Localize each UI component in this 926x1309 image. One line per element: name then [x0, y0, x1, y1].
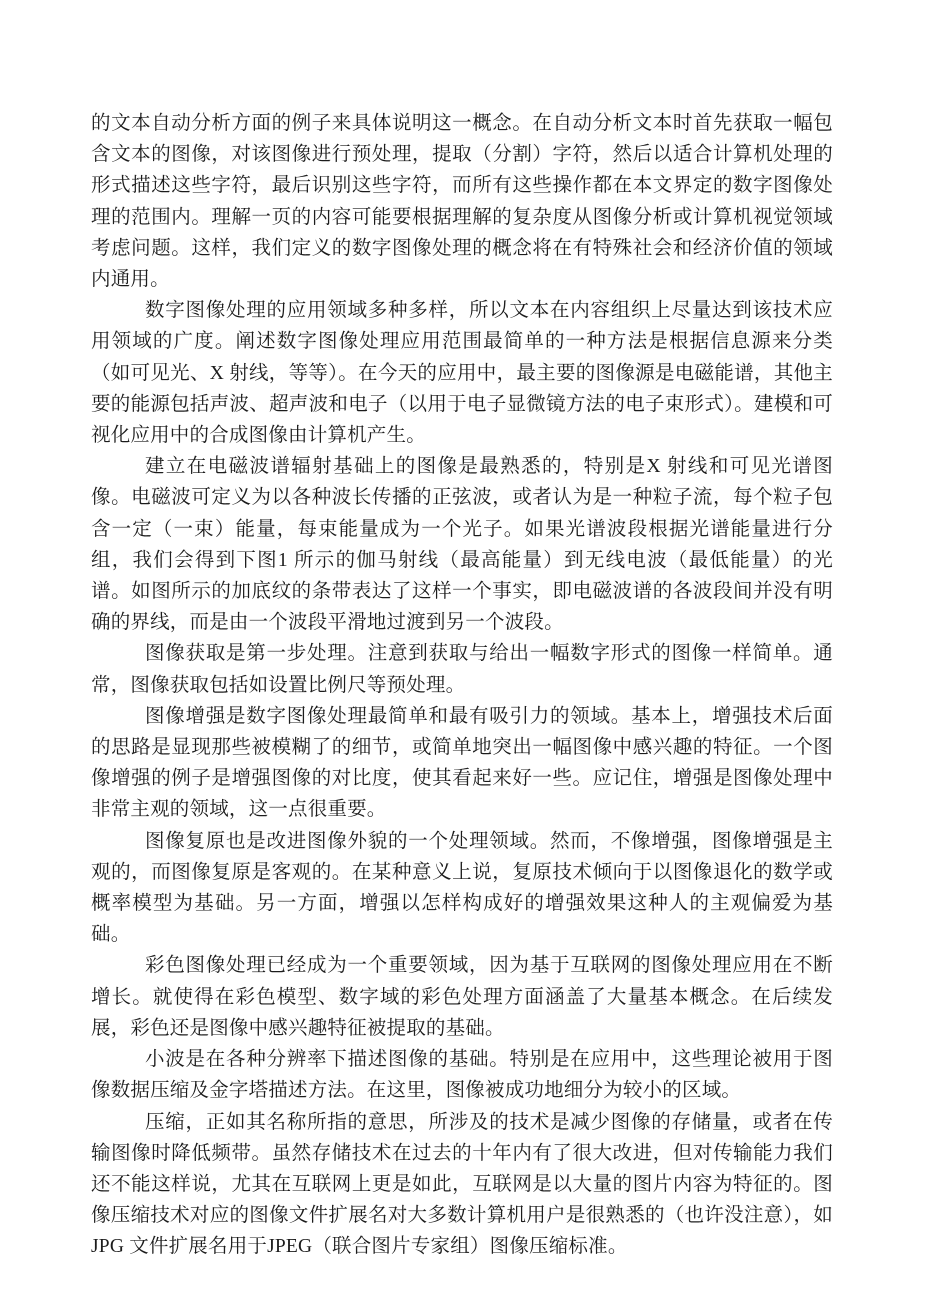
- paragraph-em-spectrum: 建立在电磁波谱辐射基础上的图像是最熟悉的，特别是X 射线和可见光谱图像。电磁波可定义为以各种波长传播的正弦波，或者认为是一种粒子流，每个粒子包含一定（一束）能量，每束能量成为一个光子。如果光谱波段根据光谱能量进行分组，我们会得到下图1 所示的伽马射线（最高能量）到无线电波（最低能量）的光谱。如图所示的加底纹的条带表达了这样一个事实，即电磁波谱的各波段间并没有明确的界线，而是由一个波段平滑地过渡到另一个波段。: [91, 456, 833, 634]
- paragraph-application-fields: 数字图像处理的应用领域多种多样，所以文本在内容组织上尽量达到该技术应用领域的广度。阐述数字图像处理应用范围最简单的一种方法是根据信息源来分类（如可见光、X 射线，等等）。在今天的应用中，最主要的图像源是电磁能谱，其他主要的能源包括声波、超声波和电子（以用于电子显微镜方法的电子束形式）。建模和可视化应用中的合成图像由计算机产生。: [91, 300, 833, 447]
- paragraph-image-restoration: 图像复原也是改进图像外貌的一个处理领域。然而，不像增强，图像增强是主观的，而图像复原是客观的。在某种意义上说，复原技术倾向于以图像退化的数学或概率模型为基础。另一方面，增强以怎样构成好的增强效果这种人的主观偏爱为基础。: [91, 830, 833, 946]
- paragraph-image-acquisition: 图像获取是第一步处理。注意到获取与给出一幅数字形式的图像一样简单。通常，图像获取包括如设置比例尺等预处理。: [91, 643, 833, 696]
- document-text-block: [91, 108, 833, 1263]
- paragraph-wavelets: 小波是在各种分辨率下描述图像的基础。特别是在应用中，这些理论被用于图像数据压缩及金字塔描述方法。在这里，图像被成功地细分为较小的区域。: [91, 1049, 833, 1102]
- paragraph-compression: 压缩，正如其名称所指的意思，所涉及的技术是减少图像的存储量，或者在传输图像时降低频带。虽然存储技术在过去的十年内有了很大改进，但对传输能力我们还不能这样说，尤其在互联网上更是如此，互联网是以大量的图片内容为特征的。图像压缩技术对应的图像文件扩展名对大多数计算机用户是很熟悉的（也许没注意），如JPG 文件扩展名用于JPEG（联合图片专家组）图像压缩标准。: [91, 1111, 833, 1258]
- paragraph-color-processing: 彩色图像处理已经成为一个重要领域，因为基于互联网的图像处理应用在不断增长。就使得在彩色模型、数字域的彩色处理方面涵盖了大量基本概念。在后续发展，彩色还是图像中感兴趣特征被提取的基础。: [91, 955, 833, 1039]
- paragraph-image-enhancement: 图像增强是数字图像处理最简单和最有吸引力的领域。基本上，增强技术后面的思路是显现那些被模糊了的细节，或简单地突出一幅图像中感兴趣的特征。一个图像增强的例子是增强图像的对比度，使其看起来好一些。应记住，增强是图像处理中非常主观的领域，这一点很重要。: [91, 705, 833, 821]
- paragraph-continuation: 的文本自动分析方面的例子来具体说明这一概念。在自动分析文本时首先获取一幅包含文本的图像，对该图像进行预处理，提取（分割）字符，然后以适合计算机处理的形式描述这些字符，最后识别这些字符，而所有这些操作都在本文界定的数字图像处理的范围内。理解一页的内容可能要根据理解的复杂度从图像分析或计算机视觉领域考虑问题。这样，我们定义的数字图像处理的概念将在有特殊社会和经济价值的领域内通用。: [91, 113, 833, 291]
